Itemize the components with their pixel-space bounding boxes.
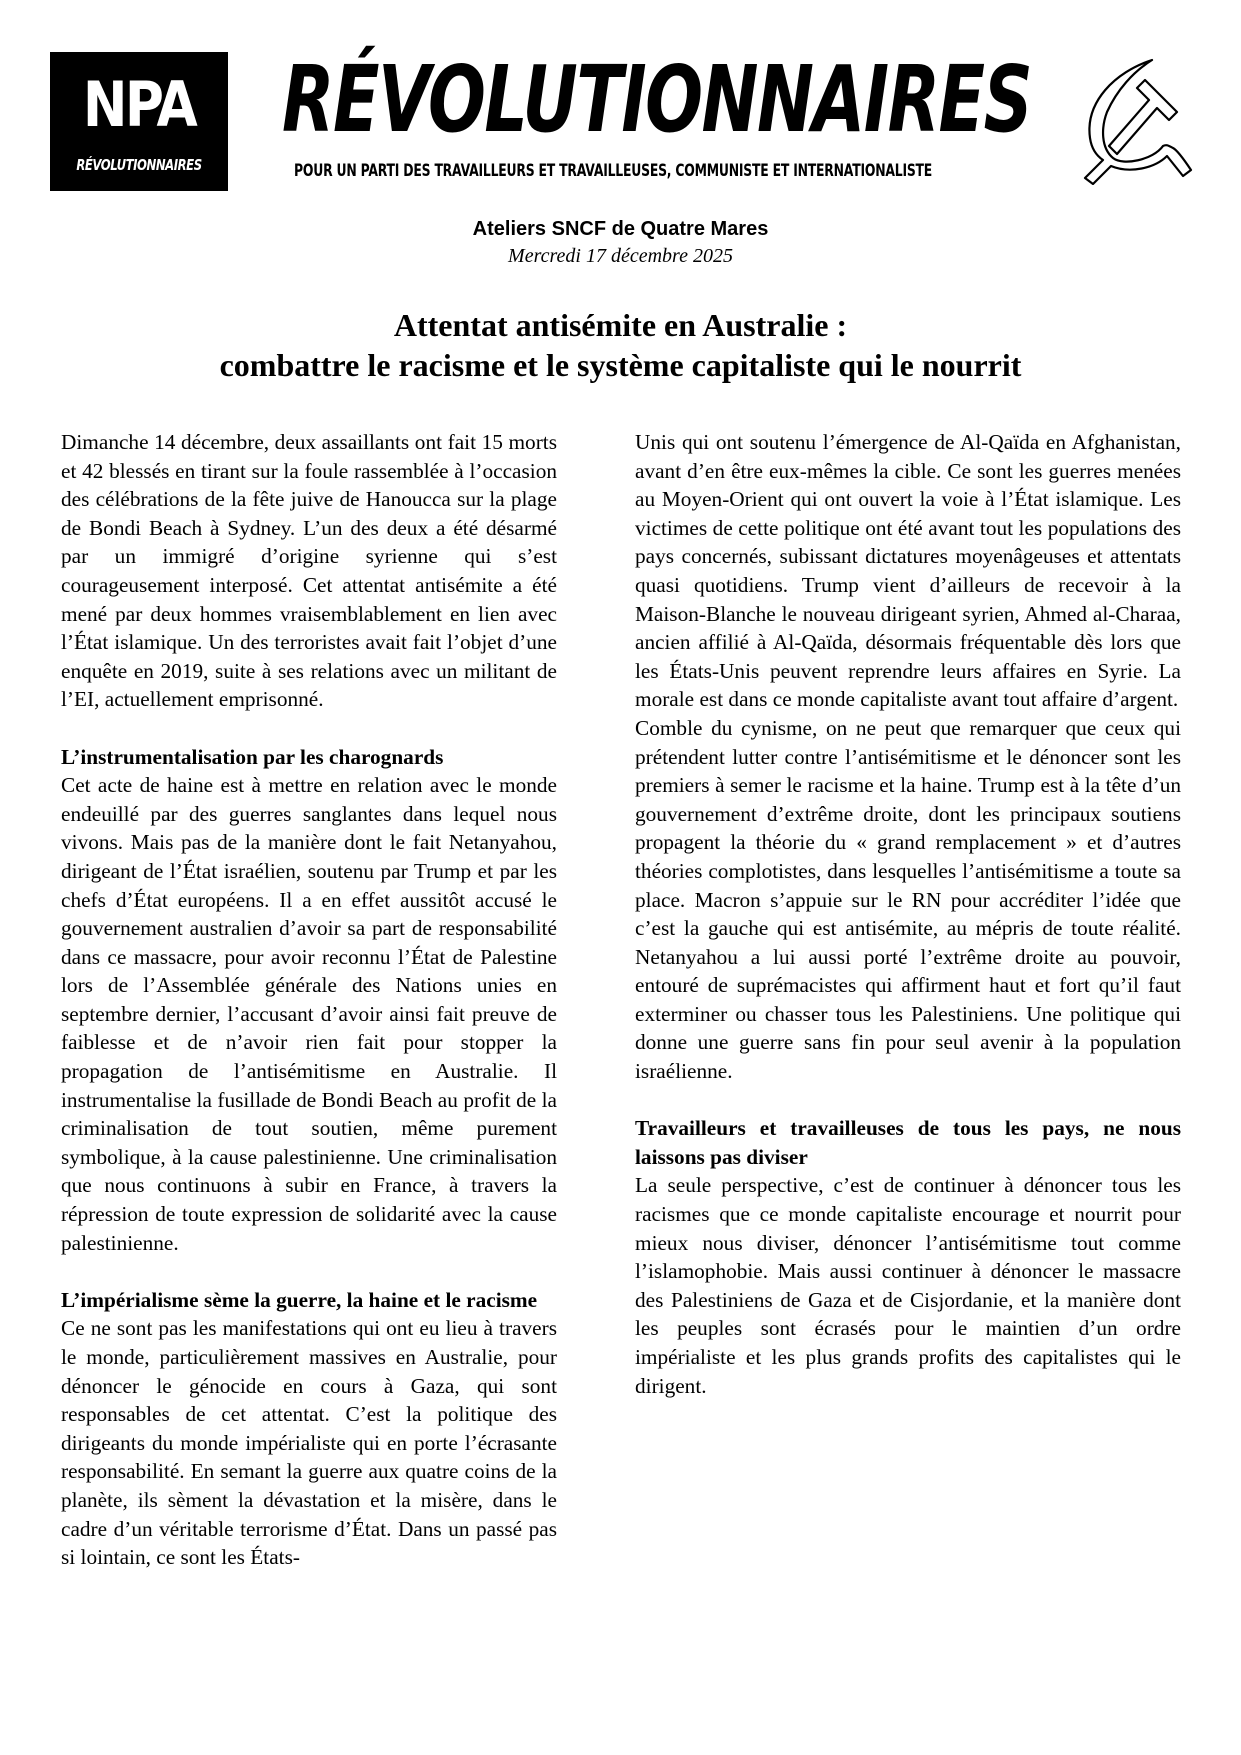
- headline-line-1: Attentat antisémite en Australie :: [393, 307, 848, 343]
- headline-line-2: combattre le racisme et le système capitaliste qui le nourrit: [219, 347, 1022, 383]
- masthead-tagline: POUR UN PARTI DES TRAVAILLEURS ET TRAVAILLEUSES, COMMUNISTE ET INTERNATIONALISTE: [294, 161, 933, 181]
- section-paragraph: Unis qui ont soutenu l’émergence de Al-Qaïda en Afghanistan, avant d’en être eux-mêmes la cible. Ce sont les guerres menées au Moyen-Orient qui ont ouvert la voie à l’État islamique. Les victimes de cette politique ont été avant tout les populations des pays concernés, subissant dictatures moyenâgeuses et attentats quasi quotidiens. Trump vient d’ailleurs de recevoir à la Maison-Blanche le nouveau dirigeant syrien, Ahmed al-Charaa, ancien affilié à Al-Qaïda, désormais fréquentable dès lors que les États-Unis peuvent reprendre leurs affaires en Syrie. La morale est dans ce monde capitaliste avant tout affaire d’argent.: [635, 430, 1181, 712]
- section-heading: L’impérialisme sème la guerre, la haine et le racisme: [61, 1287, 538, 1312]
- section-paragraph: Comble du cynisme, on ne peut que remarquer que ceux qui prétendent lutter contre l’antisémitisme et le dénoncer sont les premiers à semer le racisme et la haine. Trump est à la tête d’un gouvernement d’extrême droite, dont les principaux soutiens propagent la théorie du « grand remplacement » et d’autres théories complotistes, dans lesquelles l’antisémitisme a toute sa place. Macron s’appuie sur le RN pour accréditer l’idée que c’est la gauche qui est antisémite, au mépris de toute réalité. Netanyahou a lui aussi porté l’extrême droite au pouvoir, entouré de suprémacistes qui affirment haut et fort qu’il faut exterminer ou chasser tous les Palestiniens. Une politique qui donne une guerre sans fin pour seul avenir à la population israélienne.: [635, 715, 1181, 1084]
- workplace-name: Ateliers SNCF de Quatre Mares: [472, 218, 769, 240]
- masthead-title: RÉVOLUTIONNAIRES: [282, 46, 1032, 153]
- npa-logo: [50, 52, 228, 191]
- column-left: [61, 428, 557, 1572]
- hammer-and-sickle-icon: [1045, 50, 1195, 185]
- intro-paragraph: Dimanche 14 décembre, deux assaillants ont fait 15 morts et 42 blessés en tirant sur la foule rassemblée à l’occasion des célébrations de la fête juive de Hanoucca sur la plage de Bondi Beach à Sydney. L’un des deux a été désarmé par un immigré d’origine syrienne qui s’est courageusement interposé. Cet attentat antisémite a été mené par deux hommes vraisemblablement en lien avec l’État islamique. Un des terroristes avait fait l’objet d’une enquête en 2019, suite à ses relations avec un militant de l’EI, actuellement emprisonné.: [61, 430, 557, 712]
- logo-subtitle: RÉVOLUTIONNAIRES: [76, 156, 202, 174]
- logo-title: NPA: [82, 68, 196, 141]
- section-paragraph: La seule perspective, c’est de continuer à dénoncer tous les racismes que ce monde capitaliste encourage et nourrit pour mieux nous diviser, dénoncer l’antisémitisme tout comme l’islamophobie. Mais aussi continuer à dénoncer le massacre des Palestiniens de Gaza et de Cisjordanie, et la manière dont les peuples sont écrasés pour le maintien d’un ordre impérialiste et les plus grands profits des capitalistes qui le dirigent.: [635, 1173, 1181, 1398]
- section-paragraph: Ce ne sont pas les manifestations qui ont eu lieu à travers le monde, particulièrement massives en Australie, pour dénoncer le génocide en cours à Gaza, qui sont responsables de cet attentat. C’est la politique des dirigeants du monde impérialiste qui en porte l’écrasante responsabilité. En semant la guerre aux quatre coins de la planète, ils sèment la dévastation et la misère, dans le cadre d’un véritable terrorisme d’État. Dans un passé pas si lointain, ce sont les États-: [61, 1316, 557, 1570]
- section-heading: Travailleurs et travailleuses de tous les pays, ne nous laissons pas diviser: [635, 1116, 1181, 1169]
- section-paragraph: Cet acte de haine est à mettre en relation avec le monde endeuillé par des guerres sanglantes dans lequel nous vivons. Mais pas de la manière dont le fait Netanyahou, dirigeant de l’État israélien, soutenu par Trump et par les chefs d’État européens. Il a en effet aussitôt accusé le gouvernement australien d’avoir sa part de responsabilité dans ce massacre, pour avoir reconnu l’État de Palestine lors de l’Assemblée générale des Nations unies en septembre dernier, l’accusant d’avoir ainsi fait preuve de faiblesse et de n’avoir rien fait pour stopper la propagation de l’antisémitisme en Australie. Il instrumentalise la fusillade de Bondi Beach au profit de la criminalisation de tout soutien, même purement symbolique, à la cause palestinienne. Une criminalisation que nous continuons à subir en France, à travers la répression de toute expression de solidarité avec la cause palestinienne.: [61, 773, 557, 1255]
- section-heading: L’instrumentalisation par les charognards: [61, 744, 444, 769]
- column-right: [635, 428, 1181, 1400]
- bulletin-date: Mercredi 17 décembre 2025: [508, 245, 733, 267]
- article-headline: [0, 305, 1241, 385]
